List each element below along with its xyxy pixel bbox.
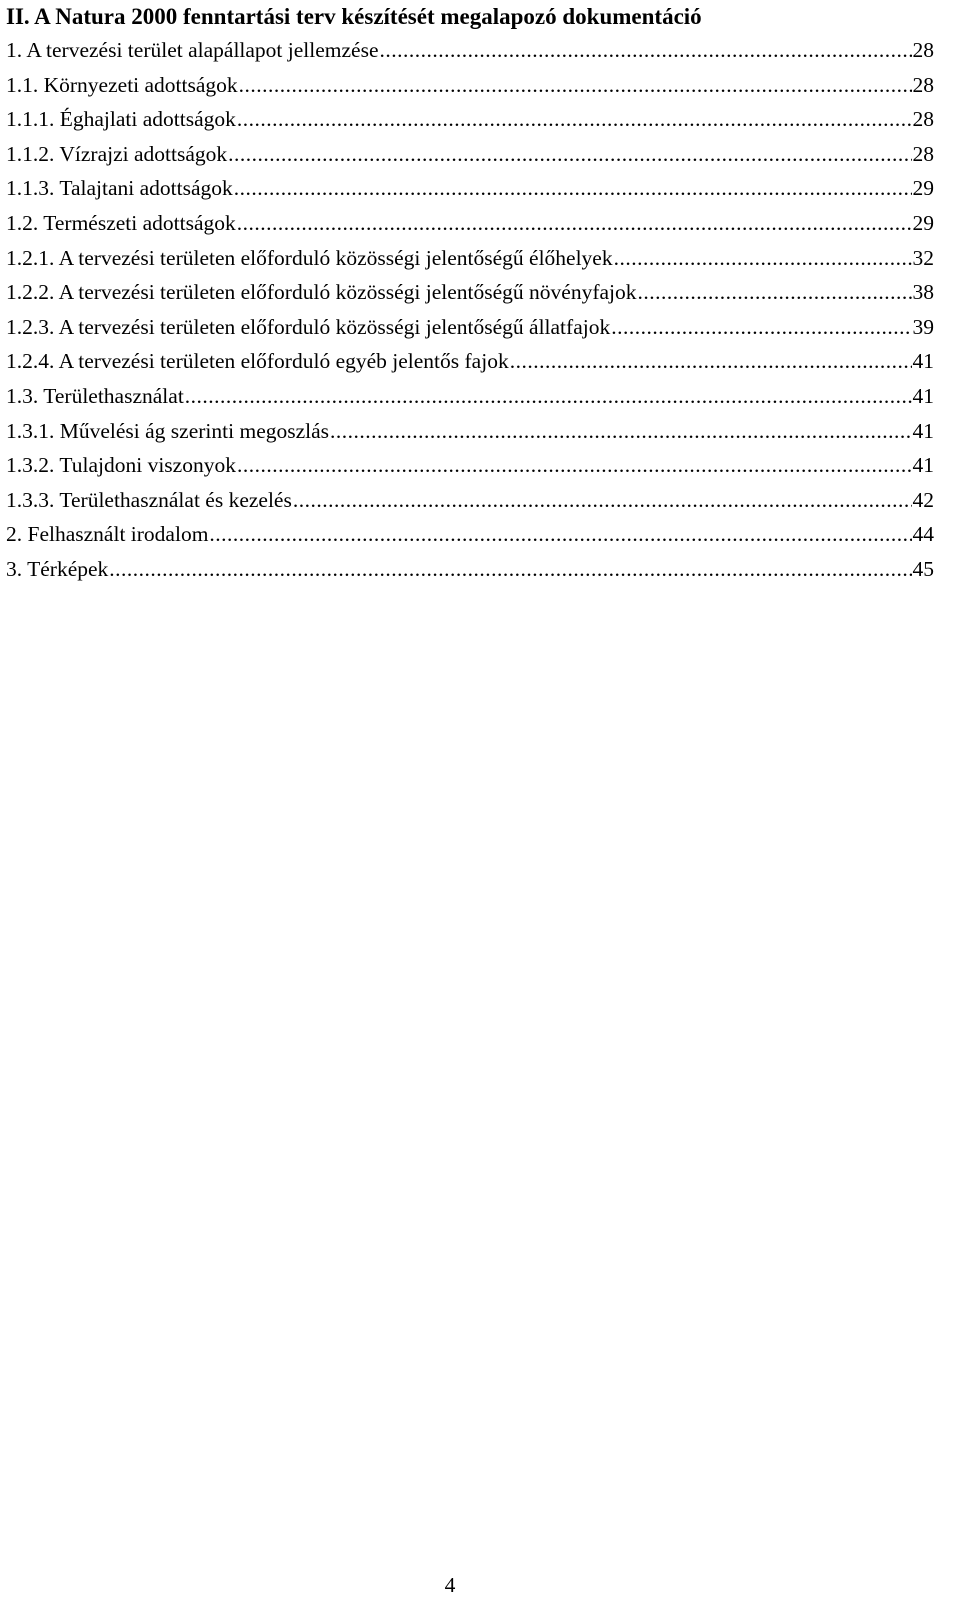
toc-entry-page: 44	[912, 522, 934, 547]
toc-dot-leader	[228, 137, 911, 172]
toc-dot-leader	[237, 448, 912, 483]
toc-entry-page: 39	[912, 314, 934, 339]
toc-entry[interactable]	[6, 171, 934, 206]
toc-dot-leader	[109, 552, 911, 587]
toc-entry[interactable]	[6, 102, 934, 137]
toc-dot-leader	[237, 102, 912, 137]
toc-entry-label: 1.1.1. Éghajlati adottságok	[6, 107, 236, 132]
toc-entry-label: 1. A tervezési terület alapállapot jellemzése	[6, 38, 379, 62]
toc-entry-label: 1.2.4. A tervezési területen előforduló egyéb jelentős fajok	[6, 349, 509, 374]
toc-entry-label: 1.3.1. Művelési ág szerinti megoszlás	[6, 418, 330, 443]
toc-dot-leader	[510, 344, 912, 379]
toc-entry-page: 28	[912, 141, 934, 166]
toc-entry-label: 1.3.2. Tulajdoni viszonyok	[6, 453, 236, 478]
toc-entry[interactable]	[6, 241, 934, 276]
toc-entry-page: 29	[912, 176, 934, 201]
toc-entry-label: 1.1.2. Vízrajzi adottságok	[6, 141, 228, 166]
toc-dot-leader	[185, 379, 912, 414]
toc-entry-label: 1.2.1. A tervezési területen előforduló közösségi jelentőségű élőhelyek	[6, 245, 613, 270]
toc-entry[interactable]	[6, 379, 934, 414]
toc-dot-leader	[330, 414, 911, 449]
toc-entry-page: 41	[912, 349, 934, 374]
toc-entry-label: 1.2.3. A tervezési területen előforduló közösségi jelentőségű állatfajok	[6, 314, 611, 339]
toc-entry-page: 41	[912, 453, 934, 478]
toc-entry-page: 41	[912, 383, 934, 408]
toc-dot-leader	[237, 206, 912, 241]
toc-entry[interactable]	[6, 344, 934, 379]
toc-entry-page: 42	[912, 487, 934, 512]
toc-entry-label: 1.2.2. A tervezési területen előforduló közösségi jelentőségű növényfajok	[6, 280, 637, 305]
toc-entry-label: 1.2. Természeti adottságok	[6, 210, 236, 235]
toc-entry[interactable]	[6, 137, 934, 172]
toc-entry[interactable]	[6, 33, 934, 68]
toc-dot-leader	[209, 517, 911, 552]
toc-entry[interactable]	[6, 448, 934, 483]
toc-dot-leader	[611, 310, 911, 345]
toc-entry-page: 28	[912, 38, 934, 62]
toc-entry[interactable]	[6, 310, 934, 345]
page-number: 4	[444, 1573, 456, 1597]
toc-entry[interactable]	[6, 206, 934, 241]
toc-entry-label: 3. Térképek	[6, 556, 109, 581]
toc-entry-page: 28	[912, 72, 934, 97]
toc-entry-page: 41	[912, 418, 934, 443]
toc-entry[interactable]	[6, 275, 934, 310]
toc-entry-page: 29	[912, 210, 934, 235]
toc-entry[interactable]	[6, 414, 934, 449]
toc-entry-page: 32	[912, 245, 934, 270]
toc-dot-leader	[239, 68, 912, 103]
toc-entry-label: 1.1.3. Talajtani adottságok	[6, 176, 233, 201]
toc-entry-label: 2. Felhasznált irodalom	[6, 522, 209, 547]
toc-dot-leader	[234, 171, 912, 206]
toc-entry[interactable]	[6, 68, 934, 103]
toc-entry[interactable]	[6, 483, 934, 518]
toc-entry-label: 1.3. Területhasználat	[6, 383, 184, 408]
toc-entry-page: 38	[912, 280, 934, 305]
toc-dot-leader	[638, 275, 912, 310]
toc-entry-label: 1.1. Környezeti adottságok	[6, 72, 238, 97]
toc-entry-page: 28	[912, 107, 934, 132]
toc-entry-label: 1.3.3. Területhasználat és kezelés	[6, 487, 292, 512]
page-heading: II. A Natura 2000 fenntartási terv készítését megalapozó dokumentáció	[6, 4, 702, 29]
toc-dot-leader	[380, 33, 912, 68]
toc-entry[interactable]	[6, 552, 934, 587]
toc-dot-leader	[293, 483, 912, 518]
toc-entry[interactable]	[6, 517, 934, 552]
toc-dot-leader	[614, 241, 912, 276]
table-of-contents	[6, 33, 934, 587]
toc-entry-page: 45	[912, 556, 934, 581]
